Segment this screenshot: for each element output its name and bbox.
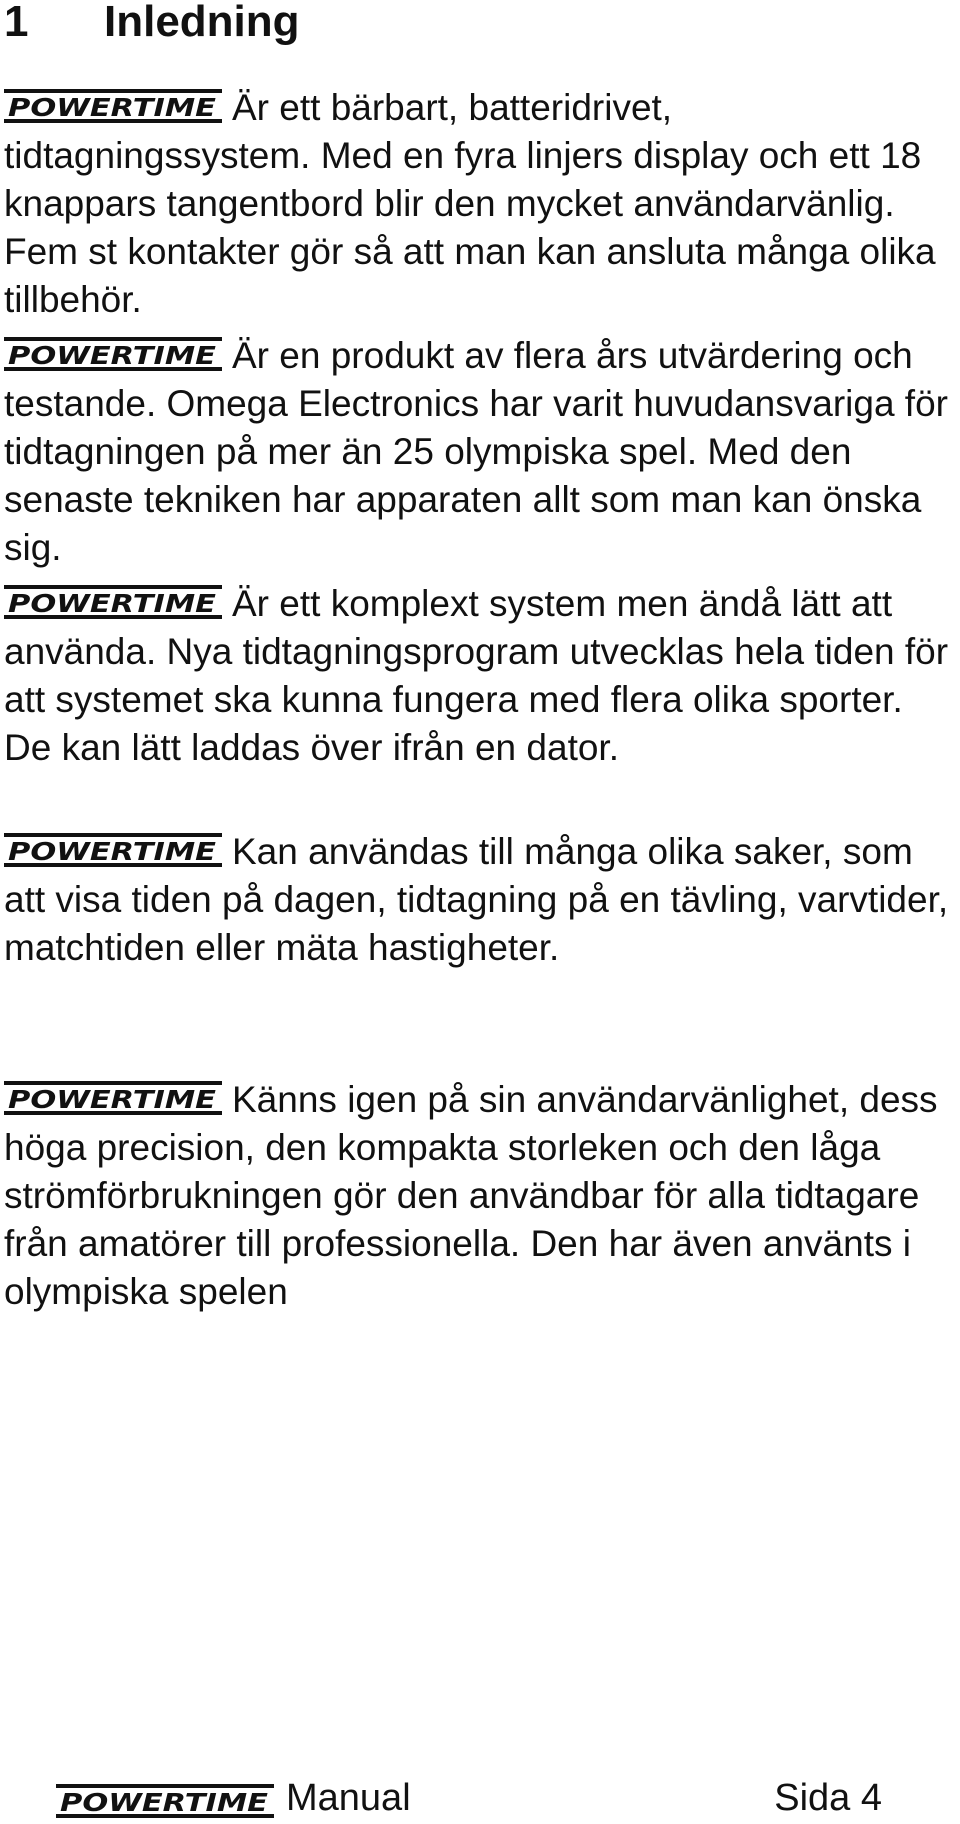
- logo-text: POWERTIME: [8, 93, 216, 122]
- logo-text: POWERTIME: [60, 1788, 268, 1817]
- powertime-logo: [4, 1081, 222, 1115]
- powertime-logo: [4, 585, 222, 619]
- logo-text: POWERTIME: [8, 1085, 216, 1114]
- powertime-logo: [4, 833, 222, 867]
- logo-text: POWERTIME: [8, 837, 216, 866]
- footer-manual-label: Manual: [286, 1777, 411, 1819]
- powertime-logo: [4, 89, 222, 123]
- paragraph-1: [4, 84, 956, 324]
- section-heading: [4, 0, 300, 44]
- paragraph-2-text: Är en produkt av flera års utvärdering och testande. Omega Electronics har varit huvudansvariga för tidtagningen på mer än 25 olympiska spel. Med den senaste tekniken har apparaten allt som man kan önska sig.: [4, 335, 948, 568]
- logo-text: POWERTIME: [8, 341, 216, 370]
- footer-page-number: Sida 4: [774, 1777, 882, 1819]
- page-footer: [0, 1776, 960, 1820]
- powertime-logo: [4, 337, 222, 371]
- section-number: 1: [4, 0, 29, 46]
- paragraph-4-text: Kan användas till många olika saker, som att visa tiden på dagen, tidtagning på en tävling, varvtider, matchtiden eller mäta hastigheter.: [4, 831, 949, 968]
- footer-powertime-logo: [56, 1784, 274, 1818]
- logo-text: POWERTIME: [8, 589, 216, 618]
- paragraph-5: [4, 1076, 956, 1316]
- paragraph-3-text: Är ett komplext system men ändå lätt att använda. Nya tidtagningsprogram utvecklas hela tiden för att systemet ska kunna fungera med flera olika sporter. De kan lätt laddas över ifrån en dator.: [4, 583, 949, 768]
- paragraph-3: [4, 580, 956, 772]
- paragraph-1-text: Är ett bärbart, batteridrivet, tidtagningssystem. Med en fyra linjers display och ett 18 knappars tangentbord blir den mycket användarvänlig. Fem st kontakter gör så att man kan ansluta många olika tillbehör.: [4, 87, 936, 320]
- section-title: Inledning: [104, 0, 300, 46]
- paragraph-4: [4, 828, 956, 972]
- paragraph-5-text: Känns igen på sin användarvänlighet, dess höga precision, den kompakta storleken och den låga strömförbrukningen gör den användbar för alla tidtagare från amatörer till professionella. Den har även använts i olympiska spelen: [4, 1079, 938, 1312]
- paragraph-2: [4, 332, 956, 572]
